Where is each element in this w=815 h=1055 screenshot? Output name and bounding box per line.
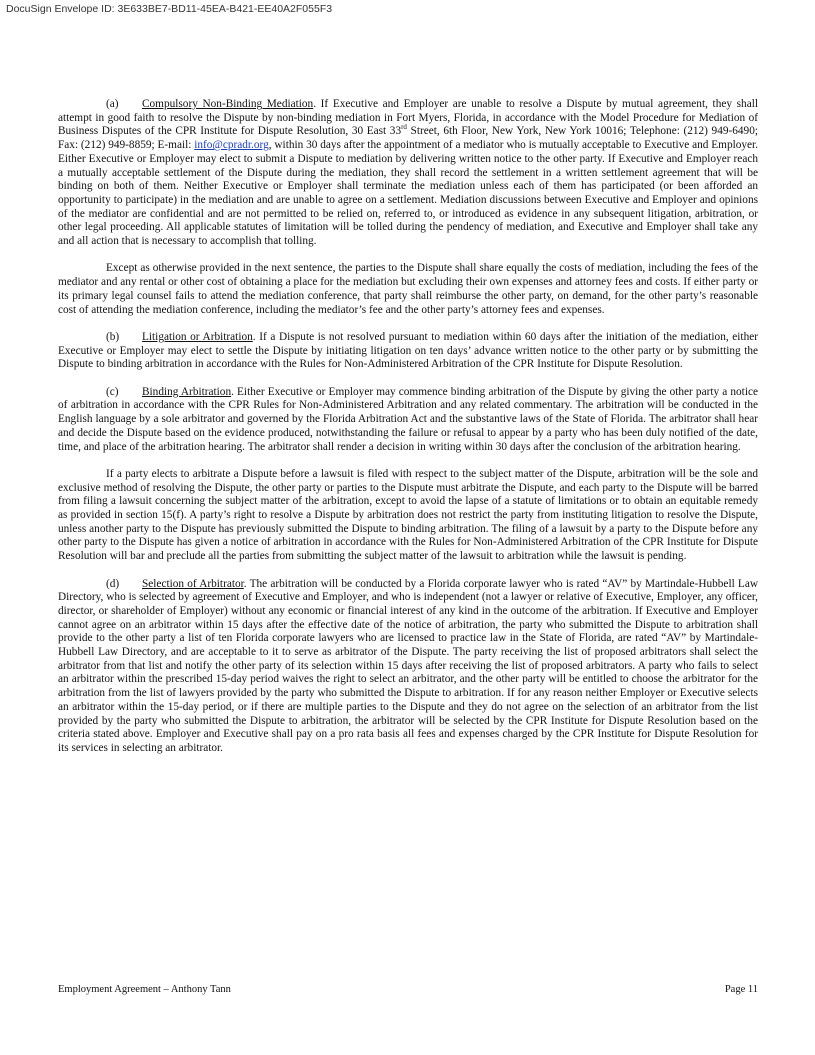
footer-page-number: Page 11 [724,984,758,995]
section-b-paragraph [58,331,758,372]
section-a-paragraph [58,98,758,249]
section-a-text-1: . If Executive and Employer are unable to resolve a Dispute by mutual agreement, they shall attempt in good faith to resolve the Dispute by non-binding mediation in Fort Myers, Florida, in accordance with the Model Procedure for Mediation of Business Disputes of the CPR Institute for Dispute Resolution, 30 East 33 [58,98,758,138]
section-d-title: Selection of Arbitrator [142,577,244,590]
section-a-superscript: rd [401,123,407,132]
section-c-paragraph [58,386,758,455]
section-a-cost-paragraph: Except as otherwise provided in the next sentence, the parties to the Dispute shall share equally the costs of mediation, including the fees of the mediator and any rental or other cost of obtaining a place for the mediation but excluding their own expenses and attorney fees and costs. If either party or its primary legal counsel fails to attend the mediation conference, that party shall reimburse the other party, on demand, for the other party’s reasonable cost of attending the mediation conference, including the mediator’s fee and the other party’s attorney fees and expenses. [58,262,758,316]
section-a-title: Compulsory Non-Binding Mediation [142,98,314,110]
page-footer [58,984,758,995]
section-c-label: (c) [106,385,119,398]
section-b-text: . If a Dispute is not resolved pursuant to mediation within 60 days after the initiation of the mediation, either Executive or Employer may elect to settle the Dispute by initiating litigation on ten days’ advance written notice to the other party or by submitting the Dispute to binding arbitration in accordance with the Rules for Non-Administered Arbitration of the CPR Institute for Dispute Resolution. [58,330,758,371]
section-c-title: Binding Arbitration [142,385,232,398]
section-a-label: (a) [106,98,119,110]
section-b-label: (b) [106,330,120,343]
document-body [58,98,758,769]
section-c-lawsuit-paragraph: If a party elects to arbitrate a Dispute before a lawsuit is filed with respect to the subject matter of the Dispute, arbitration will be the sole and exclusive method of resolving the Dispute, the other party or parties to the Dispute must arbitrate the Dispute, and each party to the Dispute will be barred from filing a lawsuit concerning the subject matter of the arbitration, except to avoid the lapse of a statute of limitations or to obtain an equitable remedy as provided in section 15(f). A party’s right to resolve a Dispute by arbitration does not restrict the party from instituting litigation to resolve the Dispute, unless another party to the Dispute has previously submitted the Dispute to binding arbitration. The filing of a lawsuit by a party to the Dispute before any other party to the Dispute has given a notice of arbitration in accordance with the Rules for Non-Administered Arbitration of the CPR Institute for Dispute Resolution will bar and preclude all the parties from submitting the subject matter of the lawsuit to arbitration while the lawsuit is pending. [58,467,758,563]
section-d-label: (d) [106,577,120,590]
cpr-email-link[interactable]: info@cpradr.org [194,139,269,152]
section-d-paragraph [58,578,758,756]
section-a-text-3: , within 30 days after the appointment of a mediator who is mutually acceptable to Executive and Employer. Either Executive or Employer may elect to submit a Dispute to mediation by delivering written notice to the other party. If Executive and Employer reach a mutually acceptable settlement of the Dispute during the mediation, they shall record the settlement in a written settlement agreement that will be binding on both of them. Neither Executive or Employer shall terminate the mediation unless each of them has participated (or been afforded an opportunity to participate) in the mediation and are unable to agree on a settlement. Mediation discussions between Executive and Employer and opinions of the mediator are confidential and are not permitted to be relied on, referred to, or introduced as evidence in any subsequent litigation, arbitration, or other legal proceeding. All applicable statutes of limitation will be tolled during the pendency of mediation, and Executive and Employer shall take any and all action that is necessary to accomplish that tolling. [58,139,758,248]
section-c-text: . Either Executive or Employer may commence binding arbitration of the Dispute by giving the other party a notice of arbitration in accordance with the CPR Rules for Non-Administered Arbitration and any related commentary. The arbitration will be conducted in the English language by a sole arbitrator and governed by the Florida Arbitration Act and the substantive laws of the State of Florida. The arbitrator shall hear and decide the Dispute based on the evidence produced, notwithstanding the failure or refusal to appear by a party who has been duly notified of the date, time, and place of the arbitration hearing. The arbitrator shall render a decision in writing within 30 days after the conclusion of the arbitration hearing. [58,385,758,453]
docusign-envelope-id: DocuSign Envelope ID: 3E633BE7-BD11-45EA-B421-EE40A2F055F3 [6,3,333,15]
section-d-text: . The arbitration will be conducted by a Florida corporate lawyer who is rated “AV” by Martindale-Hubbell Law Directory, who is selected by agreement of Executive and Employer, and who is independent (not a lawyer or relative of Executive, Employer, any officer, director, or shareholder of Employer) without any economic or financial interest of any kind in the outcome of the arbitration. If Executive and Employer cannot agree on an arbitrator within 15 days after the effective date of the notice of arbitration, the party who submitted the Dispute to arbitration shall provide to the other party a list of ten Florida corporate lawyers who are licensed to practice law in the State of Florida, are rated “AV” by Martindale-Hubbell Law Directory, and are acceptable to it to serve as arbitrator of the Dispute. The party receiving the list of proposed arbitrators shall select the arbitrator from that list and notify the other party of its selection within 15 days after receiving the list of proposed arbitrators. A party who fails to select an arbitrator within the prescribed 15-day period waives the right to select an arbitrator, and the other party will be entitled to choose the arbitrator for the arbitration from the list of lawyers provided by the party who submitted the Dispute to arbitration. If for any reason neither Employer or Executive selects an arbitrator within the 15-day period, or if there are multiple parties to the Dispute and they do not agree on the selection of an arbitrator from the list provided by the party who submitted the Dispute to arbitration, the arbitrator will be selected by the CPR Institute for Dispute Resolution based on the criteria stated above. Employer and Executive shall pay on a pro rata basis all fees and expenses charged by the CPR Institute for Dispute Resolution for its services in selecting an arbitrator. [58,577,758,754]
section-b-title: Litigation or Arbitration [142,330,253,343]
section-a-text-2: Street, 6th Floor, New York, New York 10016; Telephone: (212) 949-6490; Fax: (212) 949-8859; E-mail: [58,125,758,152]
footer-document-title: Employment Agreement – Anthony Tann [58,984,231,995]
